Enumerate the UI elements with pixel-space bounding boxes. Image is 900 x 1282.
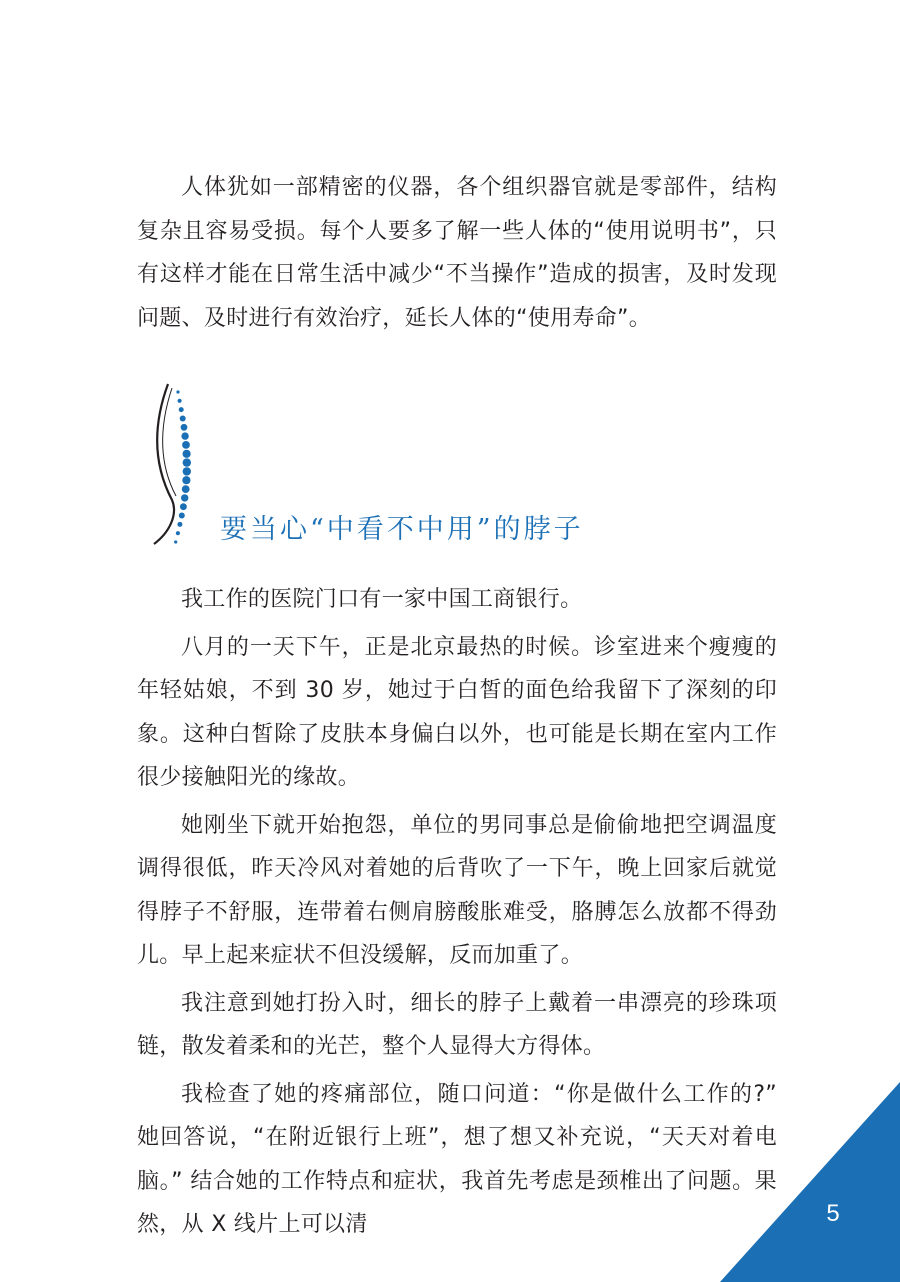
paragraph: 我检查了她的疼痛部位，随口问道：“你是做什么工作的?” 她回答说，“在附近银行上班”，想了想又补充说，“天天对着电脑。” 结合她的工作特点和症状，我首先考虑是颈椎出了问题。果然，从 X 线片上可以清 [137,1081,777,1237]
section-header [150,382,790,552]
section-title: 要当心“中看不中用”的脖子 [220,514,584,545]
vertebra-dot [181,424,188,431]
spine-curve [154,384,174,544]
paragraph: 她刚坐下就开始抱怨，单位的男同事总是偷偷地把空调温度调得很低，昨天冷风对着她的后背吹了一下午，晚上回家后就觉得脖子不舒服，连带着右侧肩膀酸胀难受，胳膊怎么放都不得劲儿。早上起来症状不但没缓解，反而加重了。 [137,812,777,968]
vertebra-dot [176,390,179,393]
vertebra-dot [179,407,184,412]
vertebra-dot [182,441,190,449]
vertebra-dot [178,399,182,403]
vertebra-dot [179,513,185,519]
corner-triangle [720,1082,900,1282]
spine-icon [150,382,220,552]
spine-vertebrae [174,390,191,543]
vertebra-dot [181,494,188,501]
page-number: 5 [826,1200,840,1227]
vertebra-dot [174,540,177,543]
vertebra-dot [182,476,190,484]
vertebra-dot [183,450,191,458]
intro-paragraph: 人体犹如一部精密的仪器，各个组织器官就是零部件，结构复杂且容易受损。每个人要多了解一些人体的“使用说明书”，只有这样才能在日常生活中减少“不当操作”造成的损害，及时发现问题、及时进行有效治疗，延长人体的“使用寿命”。 [137,175,777,331]
paragraph: 我注意到她打扮入时，细长的脖子上戴着一串漂亮的珍珠项链，散发着柔和的光芒，整个人显得大方得体。 [137,990,777,1059]
vertebra-dot [180,416,186,422]
vertebra-dot [182,485,190,493]
paragraph: 我工作的医院门口有一家中国工商银行。 [181,587,583,612]
vertebra-dot [181,432,188,439]
vertebra-dot [176,531,180,535]
vertebra-dot [183,467,191,475]
spine-curve-inner [163,388,176,496]
body-text [137,578,777,1251]
vertebra-dot [180,503,187,510]
vertebra-dot [177,522,182,527]
paragraph: 八月的一天下午，正是北京最热的时候。诊室进来个瘦瘦的年轻姑娘，不到 30 岁，她过于白皙的面色给我留下了深刻的印象。这种白皙除了皮肤本身偏白以外，也可能是长期在室内工作很少接触阳光的缘故。 [137,634,777,790]
vertebra-dot [183,458,191,466]
